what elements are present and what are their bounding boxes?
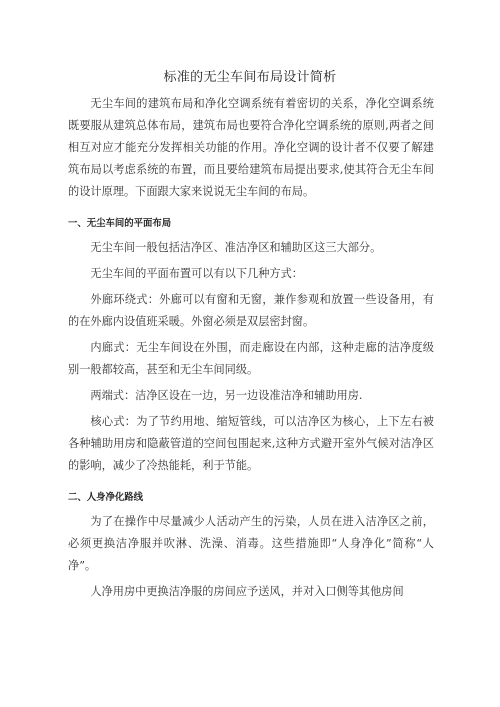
paragraph: 无尘车间一般包括洁净区、准洁净区和辅助区这三大部分。 xyxy=(90,241,382,254)
paragraph: 内廊式：无尘车间设在外围，而走廊设在内部，这种走廊的洁净度级别一般都较高，甚至和无尘车间同级。 xyxy=(68,341,434,376)
paragraph: 核心式：为了节约用地、缩短管线，可以洁净区为核心，上下左右被各种辅助用房和隐蔽管道的空间包围起来,这种方式避开室外气候对洁净区的影响，减少了冷热能耗，利于节能。 xyxy=(68,415,434,472)
document-title: 标准的无尘车间布局设计简析 xyxy=(163,70,337,85)
document-body xyxy=(68,93,434,603)
paragraph: 外廊环绕式：外廊可以有窗和无窗，兼作参观和放置一些设备用，有的在外廊内设值班采暖。外窗必须是双层密封窗。 xyxy=(68,293,434,328)
section-heading-layout: 一、无尘车间的平面布局 xyxy=(68,218,172,229)
intro-paragraph: 无尘车间的建筑布局和净化空调系统有着密切的关系，净化空调系统既要服从建筑总体布局，建筑布局也要符合净化空调系统的原则,两者之间相互对应才能充分发挥相关功能的作用。净化空调的设计者不仅要了解建筑布局以考虑系统的布置，而且要给建筑布局提出要求,使其符合无尘车间的设计原理。下面跟大家来说说无尘车间的布局。 xyxy=(68,97,434,198)
paragraph: 无尘车间的平面布置可以有以下几种方式： xyxy=(90,267,303,280)
paragraph: 两端式：洁净区设在一边，另一边设准洁净和辅助用房. xyxy=(90,389,363,402)
paragraph: 为了在操作中尽量减少人活动产生的污染，人员在进入洁净区之前，必须更换洁净服并吹淋、洗澡、消毒。这些措施即“人身净化”简称“人净”。 xyxy=(68,515,434,572)
section-heading-personnel: 二、人身净化路线 xyxy=(68,492,144,503)
paragraph: 人净用房中更换洁净服的房间应予送风，并对入口侧等其他房间 xyxy=(90,585,404,598)
